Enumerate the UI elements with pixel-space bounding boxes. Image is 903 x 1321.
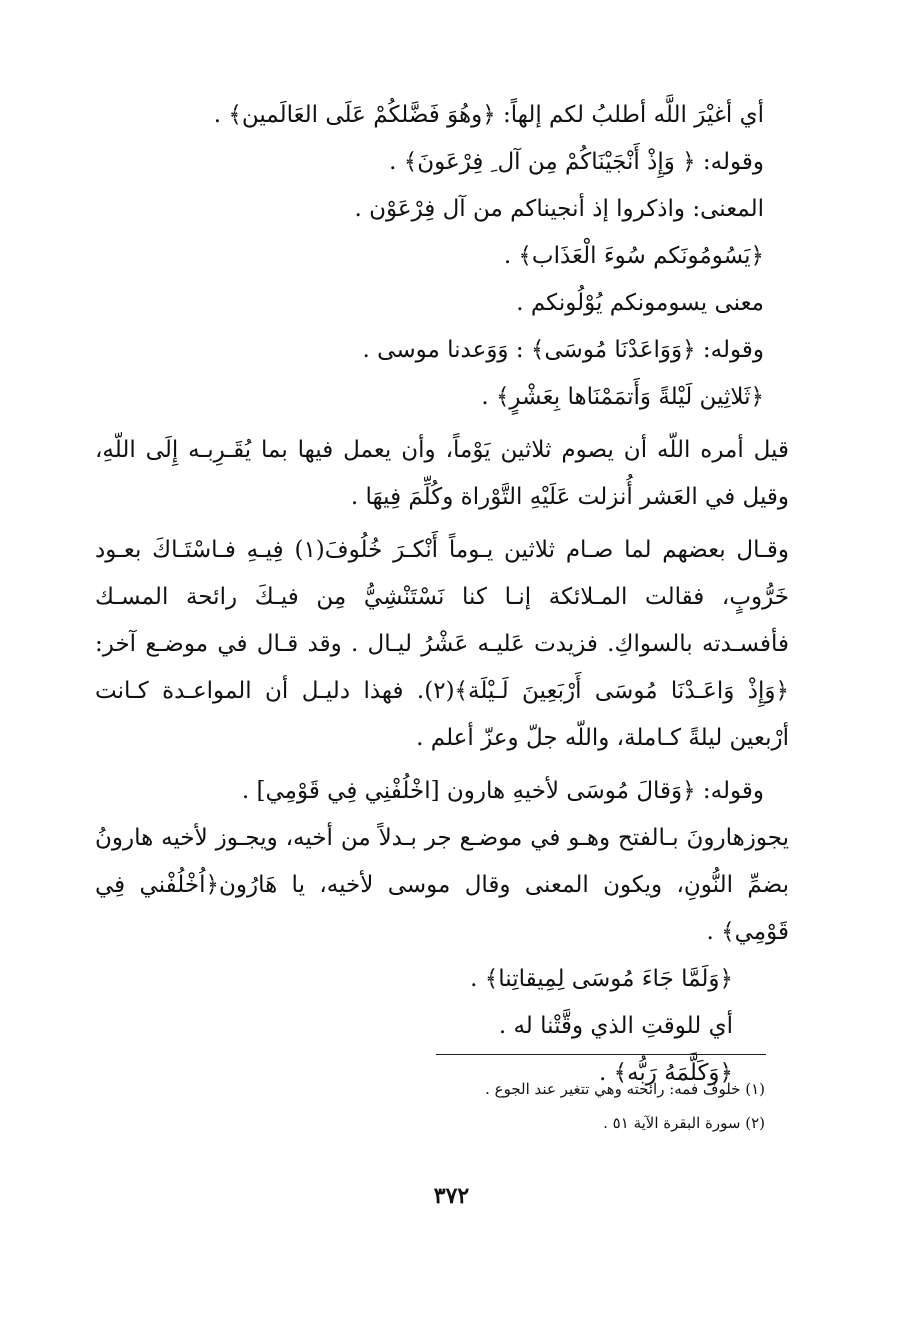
text-line: أي للوقتِ الذي وقَّتْنا له . [498,1013,733,1039]
text-line: أي أغيْرَ اللَّه أطلبُ لكم إلهاً: ﴿وهُوَ فَضَّلكُمْ عَلَى العَالَمين﴾ . [213,102,764,128]
main-text [95,92,789,1097]
page-number: ٣٧٢ [433,1183,470,1209]
footnote-2: (٢) سورة البقرة الآية ٥١ . [603,1114,765,1132]
text-line: معنى يسومونكم يُوْلُونكم . [516,290,764,316]
footnote-divider [436,1054,766,1055]
text-line: ﴿يَسُومُونَكم سُوءَ الْعَذَاب﴾ . [503,243,764,269]
paragraph-2: وقـال بعضهم لما صـام ثلاثين يـوماً أَنْكـرَ خُلُوفَ(١) فِيـهِ فـاسْتَـاكَ بعـود خَرُّوبٍ، فقالت المـلائكة إنـا كنا نَسْتَنْشِيُّ مِن فيـكَ رائحة المسـك فأفسـدته بالسواكِ. فزيدت عَليـه عَشْرُ ليـال . وقد قـال في موضـع آخر: ﴿وَإِذْ وَاعَـدْنَا مُوسَى أَرْبَعِينَ لَـيْلَة﴾(٢). فهذا دليـل أن المواعـدة كـانت أرْبعين ليلةً كـاملة، واللّه جلّ وعزّ أعلم . [95,537,789,751]
text-line: وقوله: ﴿ وَإِذْ أَنْجَيْنَاكُمْ مِن آل ِ فِرْعَونَ﴾ . [389,149,764,175]
text-line: ﴿وَلَمَّا جَاءَ مُوسَى لِمِيقاتِنا﴾ . [470,966,733,992]
footnote-1: (١) خلوف فمه: رائحته وهي تتغير عند الجوع . [485,1080,765,1098]
text-line: وقوله: ﴿وَوَاعَدْنَا مُوسَى﴾ : وَوَعدنا موسى . [362,337,764,363]
paragraph-1: قيل أمره اللّه أن يصوم ثلاثين يَوْماً، وأن يعمل فيها بما يُقَـرِبـه إِلَى اللّهِ، وقيل في العَشر أُنزلت عَلَيْهِ التَّوْراة وكُلِّمَ فِيهَا . [95,437,789,510]
text-line: المعنى: واذكروا إذ أنجيناكم من آل فِرْعَوْن . [354,196,764,222]
text-line: ﴿وَكَلَّمَهُ رَبُّه﴾ . [598,1060,733,1086]
text-line: ﴿ثَلاثِين لَيْلةً وَأَتمَمْنَاها بِعَشْرٍ﴾ . [481,384,764,410]
paragraph-3: يجوزهارونَ بـالفتح وهـو في موضـع جر بـدلاً من أخيه، ويجـوز لأخيه هارونُ بضمِّ النُّونِ، ويكون المعنى وقال موسى لأخيه، يا هَارُون﴿اُخْلُفْني فِي قَوْمِي﴾ . [95,825,789,945]
text-line: وقوله: ﴿وَقالَ مُوسَى لأخيهِ هارون [اخْلُفْنِي فِي قَوْمِي] . [241,778,764,804]
footnotes [365,1072,765,1140]
